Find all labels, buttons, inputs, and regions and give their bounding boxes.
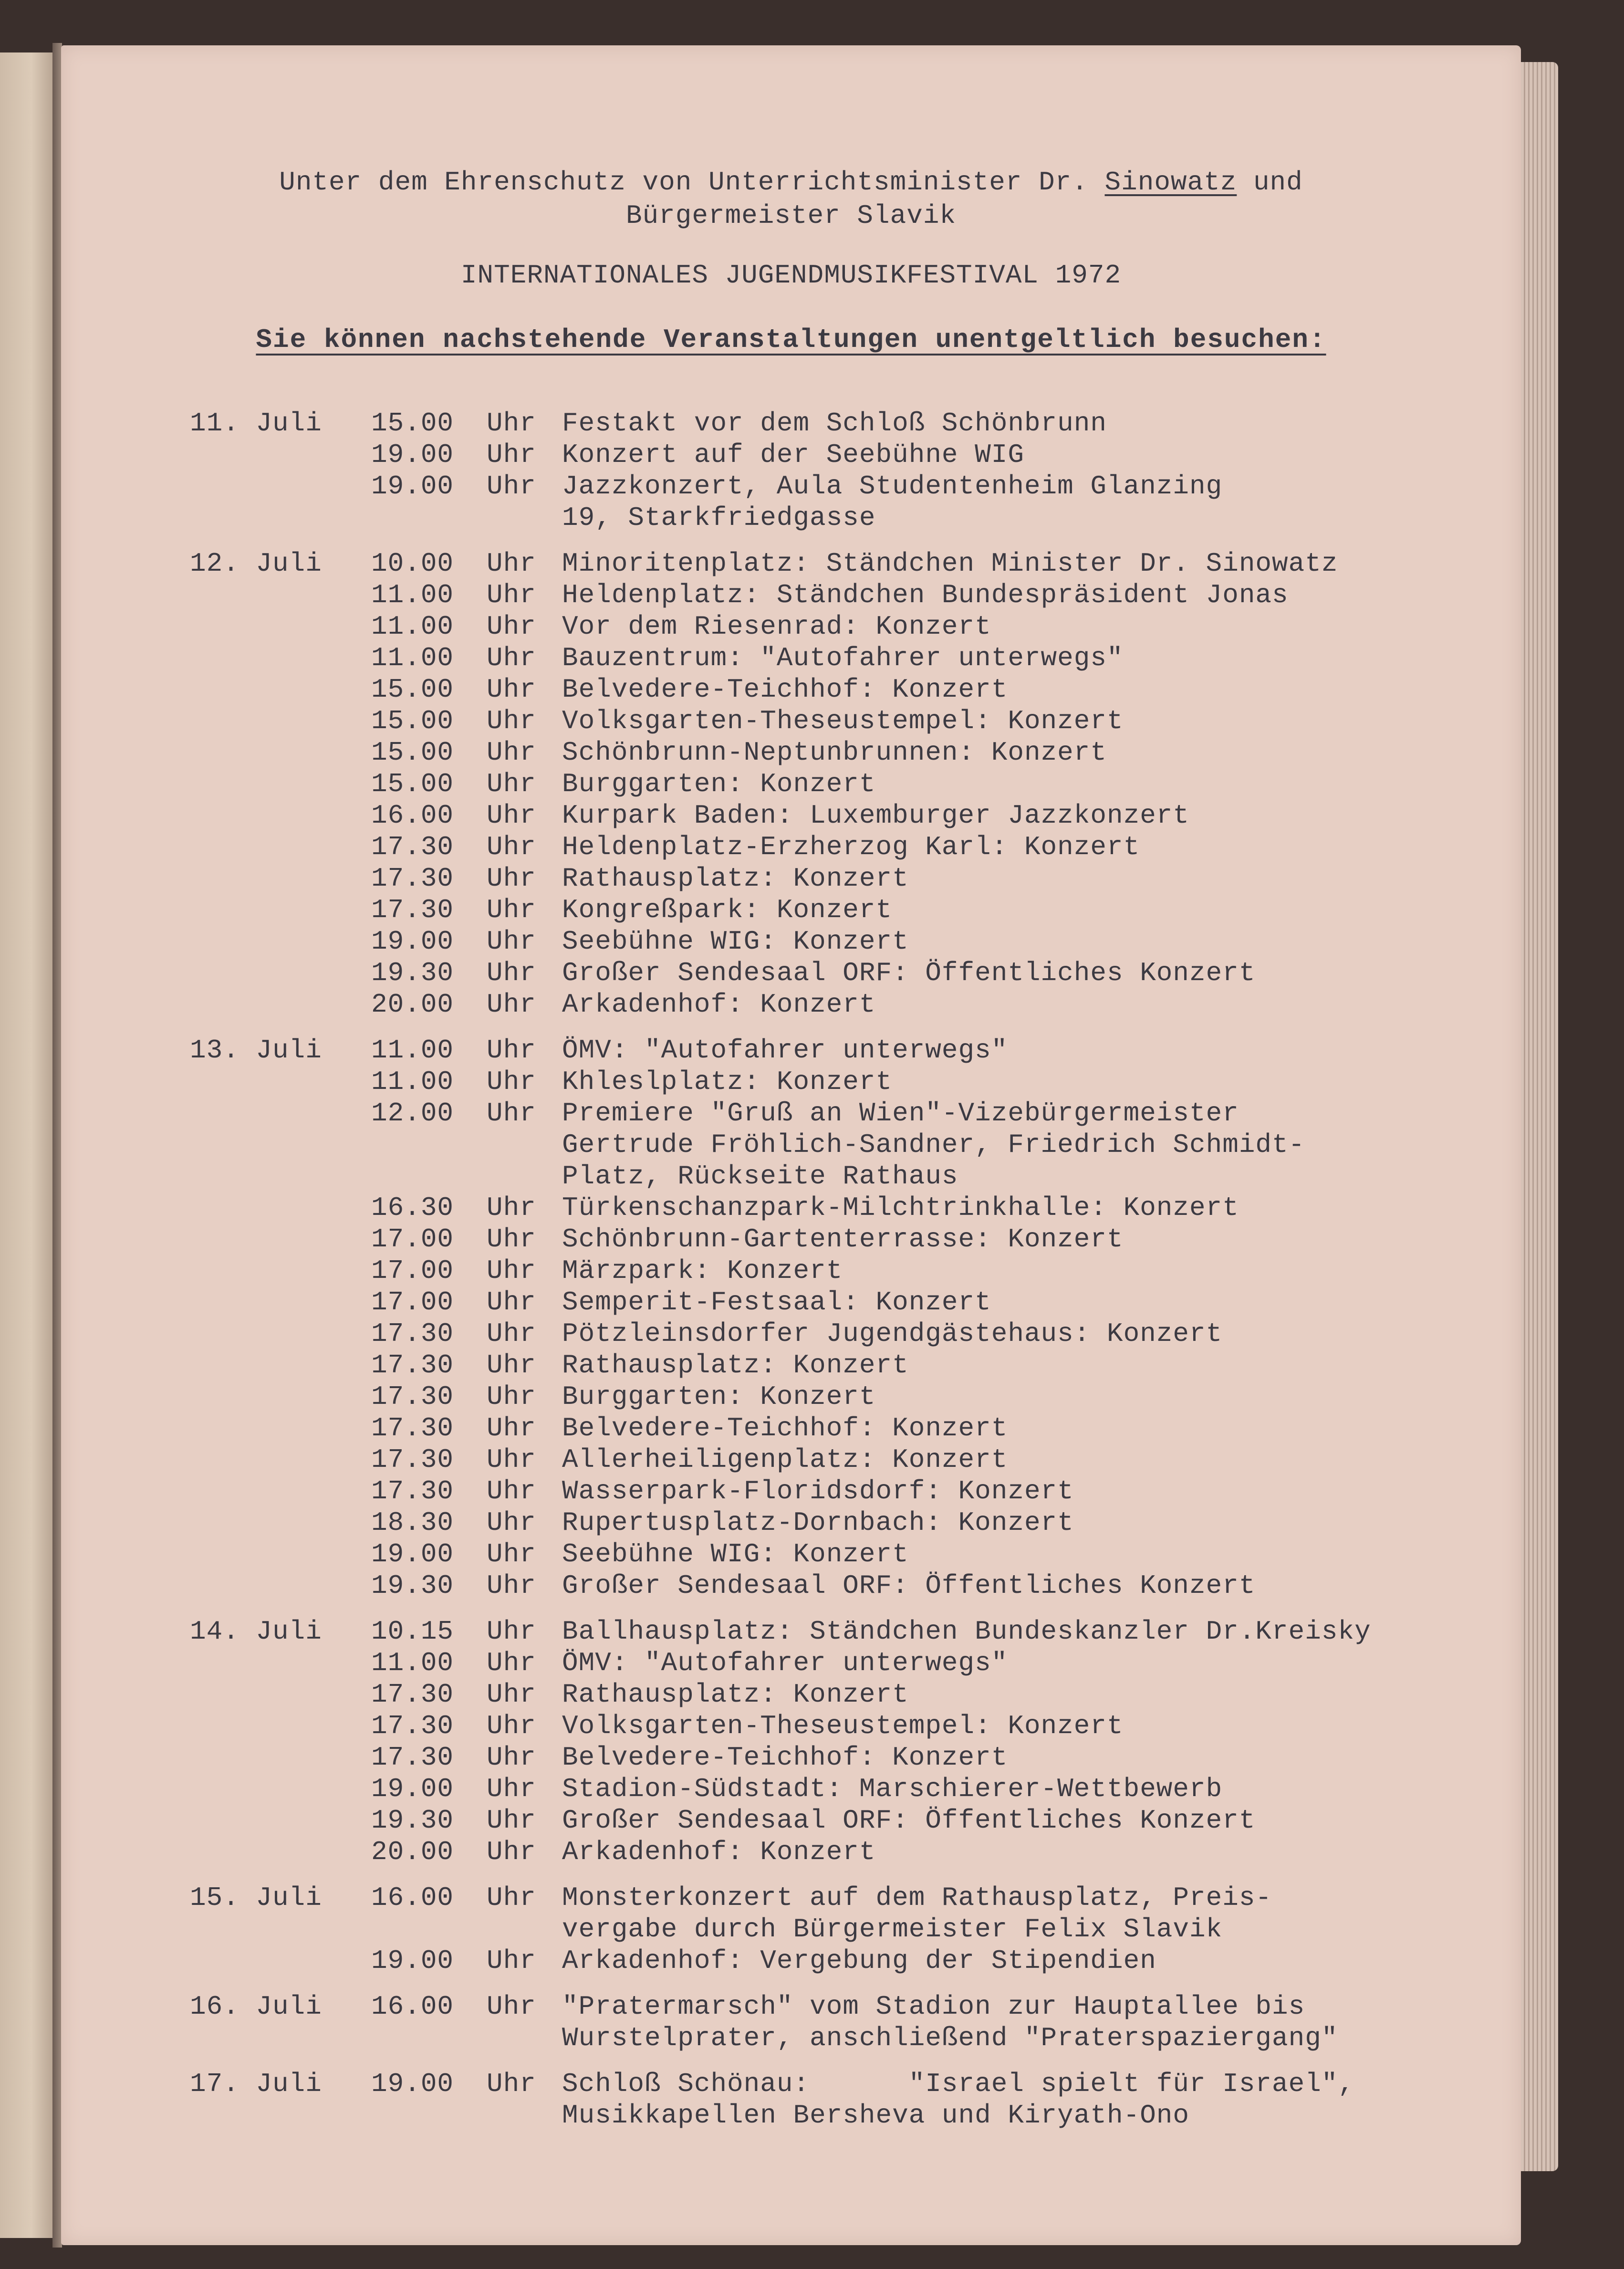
event-time-unit: Uhr <box>487 1476 536 1506</box>
event-time: 19.00 <box>371 2069 454 2099</box>
event-time-unit: Uhr <box>487 1945 536 1976</box>
event-time: 17.30 <box>371 1711 454 1741</box>
event-row <box>61 1507 1521 1539</box>
event-time-unit: Uhr <box>487 1648 536 1678</box>
event-time: 19.00 <box>371 1774 454 1804</box>
event-description: Burggarten: Konzert <box>562 1381 876 1412</box>
event-time: 17.30 <box>371 1679 454 1710</box>
event-time-unit: Uhr <box>487 1224 536 1255</box>
event-time: 10.00 <box>371 548 454 579</box>
event-description: Seebühne WIG: Konzert <box>562 926 909 957</box>
event-time: 15.00 <box>371 706 454 736</box>
event-time: 17.00 <box>371 1255 454 1286</box>
event-date: 15. Juli <box>190 1882 322 1913</box>
event-time: 17.30 <box>371 1742 454 1773</box>
event-time: 17.00 <box>371 1224 454 1255</box>
event-time: 19.00 <box>371 1539 454 1569</box>
event-time: 20.00 <box>371 1837 454 1867</box>
event-description: Semperit-Festsaal: Konzert <box>562 1287 991 1317</box>
event-time: 17.30 <box>371 1476 454 1506</box>
event-row <box>61 580 1521 611</box>
event-description: Arkadenhof: Konzert <box>562 989 876 1020</box>
event-description: Wurstelprater, anschließend "Praterspaziergang" <box>562 2023 1338 2053</box>
event-row <box>61 863 1521 895</box>
event-description: Festakt vor dem Schloß Schönbrunn <box>562 408 1107 439</box>
event-time-unit: Uhr <box>487 769 536 799</box>
event-row <box>61 408 1521 439</box>
event-row <box>61 989 1521 1021</box>
event-continuation-row <box>61 502 1521 534</box>
event-time: 15.00 <box>371 737 454 768</box>
event-time-unit: Uhr <box>487 548 536 579</box>
event-description: Jazzkonzert, Aula Studentenheim Glanzing <box>562 471 1223 502</box>
event-time: 17.30 <box>371 1381 454 1412</box>
event-description: Rupertusplatz-Dornbach: Konzert <box>562 1507 1074 1538</box>
event-row <box>61 1539 1521 1570</box>
event-date: 11. Juli <box>190 408 322 439</box>
event-description: ÖMV: "Autofahrer unterwegs" <box>562 1035 1008 1066</box>
event-time-unit: Uhr <box>487 1318 536 1349</box>
event-time: 17.30 <box>371 895 454 925</box>
event-time-unit: Uhr <box>487 580 536 610</box>
patronage-text: Unter dem Ehrenschutz von Unterrichtsminister Dr. <box>279 167 1105 198</box>
event-row <box>61 1098 1521 1129</box>
event-description: Platz, Rückseite Rathaus <box>562 1161 958 1192</box>
event-row <box>61 1774 1521 1805</box>
event-time: 16.00 <box>371 1991 454 2022</box>
event-row <box>61 471 1521 502</box>
event-description: Türkenschanzpark-Milchtrinkhalle: Konzert <box>562 1192 1239 1223</box>
event-row <box>61 1413 1521 1444</box>
event-time: 17.30 <box>371 1444 454 1475</box>
event-time-unit: Uhr <box>487 1381 536 1412</box>
event-date: 16. Juli <box>190 1991 322 2022</box>
event-description: Arkadenhof: Konzert <box>562 1837 876 1867</box>
event-description: Monsterkonzert auf dem Rathausplatz, Preis- <box>562 1882 1272 1913</box>
event-description: vergabe durch Bürgermeister Felix Slavik <box>562 1914 1223 1945</box>
event-date: 17. Juli <box>190 2069 322 2099</box>
event-time: 20.00 <box>371 989 454 1020</box>
event-row <box>61 674 1521 706</box>
event-time-unit: Uhr <box>487 674 536 705</box>
event-description: Khleslplatz: Konzert <box>562 1067 893 1097</box>
event-row <box>61 832 1521 863</box>
event-time-unit: Uhr <box>487 1287 536 1317</box>
event-time: 11.00 <box>371 1648 454 1678</box>
event-time-unit: Uhr <box>487 800 536 831</box>
event-time: 11.00 <box>371 611 454 642</box>
event-time: 15.00 <box>371 674 454 705</box>
event-description: Ballhausplatz: Ständchen Bundeskanzler Dr.Kreisky <box>562 1616 1371 1647</box>
event-description: ÖMV: "Autofahrer unterwegs" <box>562 1648 1008 1678</box>
event-row <box>61 1711 1521 1742</box>
event-row <box>61 1679 1521 1711</box>
event-row <box>61 1350 1521 1381</box>
event-time-unit: Uhr <box>487 706 536 736</box>
event-description: Schloß Schönau: "Israel spielt für Israel", <box>562 2069 1355 2099</box>
free-events-heading <box>61 324 1521 355</box>
event-time: 17.00 <box>371 1287 454 1317</box>
event-time-unit: Uhr <box>487 1805 536 1836</box>
event-time-unit: Uhr <box>487 1098 536 1129</box>
event-time: 16.30 <box>371 1192 454 1223</box>
event-time-unit: Uhr <box>487 643 536 673</box>
event-row <box>61 1570 1521 1602</box>
event-row <box>61 611 1521 643</box>
patronage-suffix: und <box>1237 167 1303 198</box>
event-time-unit: Uhr <box>487 1774 536 1804</box>
event-time-unit: Uhr <box>487 611 536 642</box>
event-row <box>61 548 1521 580</box>
event-description: Konzert auf der Seebühne WIG <box>562 439 1024 470</box>
event-row <box>61 958 1521 989</box>
event-time-unit: Uhr <box>487 1539 536 1569</box>
event-description: Bauzentrum: "Autofahrer unterwegs" <box>562 643 1124 673</box>
event-description: 19, Starkfriedgasse <box>562 502 876 533</box>
event-time-unit: Uhr <box>487 439 536 470</box>
free-events-heading-text: Sie können nachstehende Veranstaltungen unentgeltlich besuchen: <box>256 324 1326 355</box>
event-description: Stadion-Südstadt: Marschierer-Wettbewerb <box>562 1774 1223 1804</box>
event-row <box>61 1991 1521 2023</box>
event-date: 13. Juli <box>190 1035 322 1066</box>
event-time-unit: Uhr <box>487 1507 536 1538</box>
event-description: Volksgarten-Theseustempel: Konzert <box>562 1711 1124 1741</box>
event-row <box>61 1882 1521 1914</box>
event-row <box>61 1742 1521 1774</box>
event-time-unit: Uhr <box>487 1616 536 1647</box>
event-description: Kongreßpark: Konzert <box>562 895 893 925</box>
event-continuation-row <box>61 1129 1521 1161</box>
event-time: 12.00 <box>371 1098 454 1129</box>
event-time: 16.00 <box>371 1882 454 1913</box>
event-description: Seebühne WIG: Konzert <box>562 1539 909 1569</box>
patronage-name-underlined: Sinowatz <box>1104 167 1237 198</box>
event-time: 16.00 <box>371 800 454 831</box>
event-row <box>61 800 1521 832</box>
event-description: Allerheiligenplatz: Konzert <box>562 1444 1008 1475</box>
event-description: Belvedere-Teichhof: Konzert <box>562 1413 1008 1443</box>
festival-title: INTERNATIONALES JUGENDMUSIKFESTIVAL 1972 <box>460 260 1122 291</box>
book-gutter <box>52 43 62 2248</box>
event-description: "Pratermarsch" vom Stadion zur Hauptallee bis <box>562 1991 1305 2022</box>
event-time: 19.30 <box>371 1570 454 1601</box>
event-description: Schönbrunn-Neptunbrunnen: Konzert <box>562 737 1107 768</box>
event-continuation-row <box>61 2023 1521 2054</box>
event-row <box>61 1255 1521 1287</box>
event-time-unit: Uhr <box>487 1742 536 1773</box>
event-description: Großer Sendesaal ORF: Öffentliches Konzert <box>562 1570 1256 1601</box>
event-description: Rathausplatz: Konzert <box>562 1679 909 1710</box>
event-description: Premiere "Gruß an Wien"-Vizebürgermeister <box>562 1098 1239 1129</box>
event-row <box>61 1805 1521 1837</box>
event-time: 18.30 <box>371 1507 454 1538</box>
page-stack-edge <box>1521 62 1558 2171</box>
event-row <box>61 706 1521 737</box>
event-row <box>61 1648 1521 1679</box>
event-time-unit: Uhr <box>487 1711 536 1741</box>
event-row <box>61 1381 1521 1413</box>
event-description: Gertrude Fröhlich-Sandner, Friedrich Schmidt- <box>562 1129 1305 1160</box>
event-time-unit: Uhr <box>487 989 536 1020</box>
event-time-unit: Uhr <box>487 1570 536 1601</box>
event-time: 17.30 <box>371 1350 454 1380</box>
event-description: Heldenplatz: Ständchen Bundespräsident Jonas <box>562 580 1289 610</box>
event-time-unit: Uhr <box>487 1837 536 1867</box>
event-description: Großer Sendesaal ORF: Öffentliches Konzert <box>562 1805 1256 1836</box>
event-time: 15.00 <box>371 408 454 439</box>
event-row <box>61 1318 1521 1350</box>
event-time: 17.30 <box>371 1318 454 1349</box>
event-time-unit: Uhr <box>487 958 536 988</box>
event-description: Kurpark Baden: Luxemburger Jazzkonzert <box>562 800 1190 831</box>
patronage-line-2: Bürgermeister Slavik <box>625 200 957 231</box>
event-time: 11.00 <box>371 1067 454 1097</box>
event-continuation-row <box>61 2100 1521 2132</box>
event-description: Belvedere-Teichhof: Konzert <box>562 674 1008 705</box>
event-description: Minoritenplatz: Ständchen Minister Dr. Sinowatz <box>562 548 1338 579</box>
event-row <box>61 1067 1521 1098</box>
event-time-unit: Uhr <box>487 1035 536 1066</box>
event-time: 19.00 <box>371 439 454 470</box>
event-continuation-row <box>61 1161 1521 1192</box>
event-description: Musikkapellen Bersheva und Kiryath-Ono <box>562 2100 1190 2131</box>
event-row <box>61 1444 1521 1476</box>
facing-page-edge <box>0 52 54 2238</box>
event-time: 15.00 <box>371 769 454 799</box>
event-description: Vor dem Riesenrad: Konzert <box>562 611 991 642</box>
event-description: Pötzleinsdorfer Jugendgästehaus: Konzert <box>562 1318 1223 1349</box>
event-row <box>61 1837 1521 1868</box>
event-description: Rathausplatz: Konzert <box>562 1350 909 1380</box>
event-time-unit: Uhr <box>487 1192 536 1223</box>
page-content <box>61 45 1521 2245</box>
event-time-unit: Uhr <box>487 1679 536 1710</box>
event-time: 19.00 <box>371 926 454 957</box>
event-time-unit: Uhr <box>487 1991 536 2022</box>
event-row <box>61 737 1521 769</box>
event-time-unit: Uhr <box>487 737 536 768</box>
event-time-unit: Uhr <box>487 471 536 502</box>
event-time-unit: Uhr <box>487 1255 536 1286</box>
event-description: Heldenplatz-Erzherzog Karl: Konzert <box>562 832 1140 862</box>
event-time-unit: Uhr <box>487 1444 536 1475</box>
event-continuation-row <box>61 1914 1521 1945</box>
event-time-unit: Uhr <box>487 1882 536 1913</box>
event-description: Arkadenhof: Vergebung der Stipendien <box>562 1945 1156 1976</box>
event-row <box>61 1945 1521 1977</box>
event-time-unit: Uhr <box>487 1067 536 1097</box>
event-time: 11.00 <box>371 580 454 610</box>
event-time: 19.30 <box>371 958 454 988</box>
event-time-unit: Uhr <box>487 863 536 894</box>
document-page <box>61 45 1521 2245</box>
event-row <box>61 643 1521 674</box>
event-time: 17.30 <box>371 863 454 894</box>
event-time-unit: Uhr <box>487 832 536 862</box>
event-time-unit: Uhr <box>487 1350 536 1380</box>
event-time-unit: Uhr <box>487 895 536 925</box>
event-time: 11.00 <box>371 1035 454 1066</box>
event-time: 19.30 <box>371 1805 454 1836</box>
event-description: Rathausplatz: Konzert <box>562 863 909 894</box>
event-description: Belvedere-Teichhof: Konzert <box>562 1742 1008 1773</box>
event-row <box>61 769 1521 800</box>
event-row <box>61 1224 1521 1255</box>
event-time: 19.00 <box>371 471 454 502</box>
event-row <box>61 1476 1521 1507</box>
event-row <box>61 2069 1521 2100</box>
patronage-line-1 <box>61 167 1521 198</box>
event-time: 19.00 <box>371 1945 454 1976</box>
event-time: 10.15 <box>371 1616 454 1647</box>
event-row <box>61 1192 1521 1224</box>
event-description: Burggarten: Konzert <box>562 769 876 799</box>
event-time: 17.30 <box>371 1413 454 1443</box>
event-description: Schönbrunn-Gartenterrasse: Konzert <box>562 1224 1124 1255</box>
event-description: Märzpark: Konzert <box>562 1255 843 1286</box>
event-time: 11.00 <box>371 643 454 673</box>
event-date: 14. Juli <box>190 1616 322 1647</box>
event-description: Großer Sendesaal ORF: Öffentliches Konzert <box>562 958 1256 988</box>
event-row <box>61 1035 1521 1067</box>
event-time-unit: Uhr <box>487 1413 536 1443</box>
event-row <box>61 926 1521 958</box>
event-time: 17.30 <box>371 832 454 862</box>
event-time-unit: Uhr <box>487 408 536 439</box>
event-description: Volksgarten-Theseustempel: Konzert <box>562 706 1124 736</box>
event-row <box>61 895 1521 926</box>
event-description: Wasserpark-Floridsdorf: Konzert <box>562 1476 1074 1506</box>
event-time-unit: Uhr <box>487 926 536 957</box>
event-row <box>61 1616 1521 1648</box>
event-time-unit: Uhr <box>487 2069 536 2099</box>
event-date: 12. Juli <box>190 548 322 579</box>
event-row <box>61 1287 1521 1318</box>
event-row <box>61 439 1521 471</box>
